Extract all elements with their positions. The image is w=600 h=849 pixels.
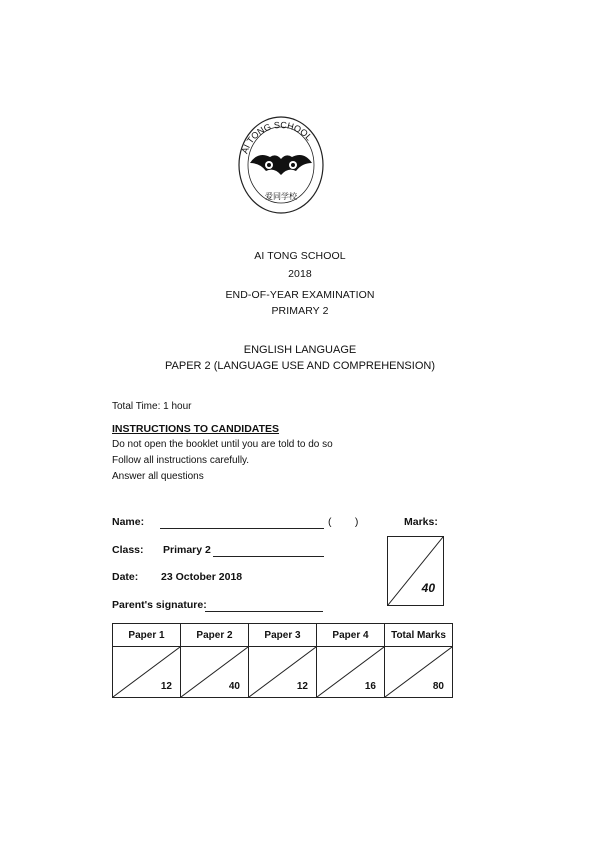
table-cell-total: [385, 647, 453, 698]
date-label: Date:: [112, 571, 139, 583]
exam-year: 2018: [288, 268, 312, 280]
table-header-paper-2: Paper 2: [181, 624, 249, 647]
class-label: Class:: [112, 544, 144, 556]
table-header-total: Total Marks: [385, 624, 453, 647]
marks-table-value-row: [113, 647, 453, 698]
marks-total: 40: [421, 581, 435, 595]
paper-title: PAPER 2 (LANGUAGE USE AND COMPREHENSION): [165, 360, 435, 372]
instructions-title: INSTRUCTIONS TO CANDIDATES: [112, 423, 280, 435]
class-line[interactable]: [213, 556, 324, 557]
table-cell-paper-4: [317, 647, 385, 698]
paper-3-max: 12: [296, 681, 308, 692]
table-cell-paper-1: [113, 647, 181, 698]
class-value: Primary 2: [163, 544, 211, 556]
school-logo: [236, 113, 326, 218]
logo-chinese-text: 爱同学校: [265, 192, 297, 201]
date-value: 23 October 2018: [161, 571, 243, 583]
register-number-brackets: ( ): [328, 516, 359, 528]
table-cell-paper-2: [181, 647, 249, 698]
paper-2-max: 40: [228, 681, 240, 692]
logo-emblem-text: AI TONG SCHOOL: [239, 119, 315, 155]
name-line[interactable]: [160, 528, 324, 529]
instruction-line: Answer all questions: [112, 471, 204, 482]
table-header-paper-3: Paper 3: [249, 624, 317, 647]
name-label: Name:: [112, 516, 145, 528]
marks-label: Marks:: [404, 516, 438, 528]
marks-table-header-row: [113, 624, 453, 647]
school-name: AI TONG SCHOOL: [254, 250, 346, 262]
total-max: 80: [432, 681, 444, 692]
paper-4-max: 16: [364, 681, 376, 692]
table-header-paper-1: Paper 1: [113, 624, 181, 647]
paper-1-max: 12: [160, 681, 172, 692]
exam-title: END-OF-YEAR EXAMINATION: [225, 289, 375, 301]
table-header-paper-4: Paper 4: [317, 624, 385, 647]
table-cell-paper-3: [249, 647, 317, 698]
total-time: Total Time: 1 hour: [112, 401, 192, 412]
marks-table: [112, 623, 453, 698]
svg-text:AI TONG SCHOOL: [239, 120, 314, 155]
instruction-line: Do not open the booklet until you are told to do so: [112, 439, 333, 450]
subject: ENGLISH LANGUAGE: [243, 344, 357, 356]
signature-label: Parent's signature:: [112, 599, 207, 611]
marks-box: [387, 536, 444, 606]
level: PRIMARY 2: [271, 305, 329, 317]
signature-line[interactable]: [205, 611, 323, 612]
instruction-line: Follow all instructions carefully.: [112, 455, 250, 466]
